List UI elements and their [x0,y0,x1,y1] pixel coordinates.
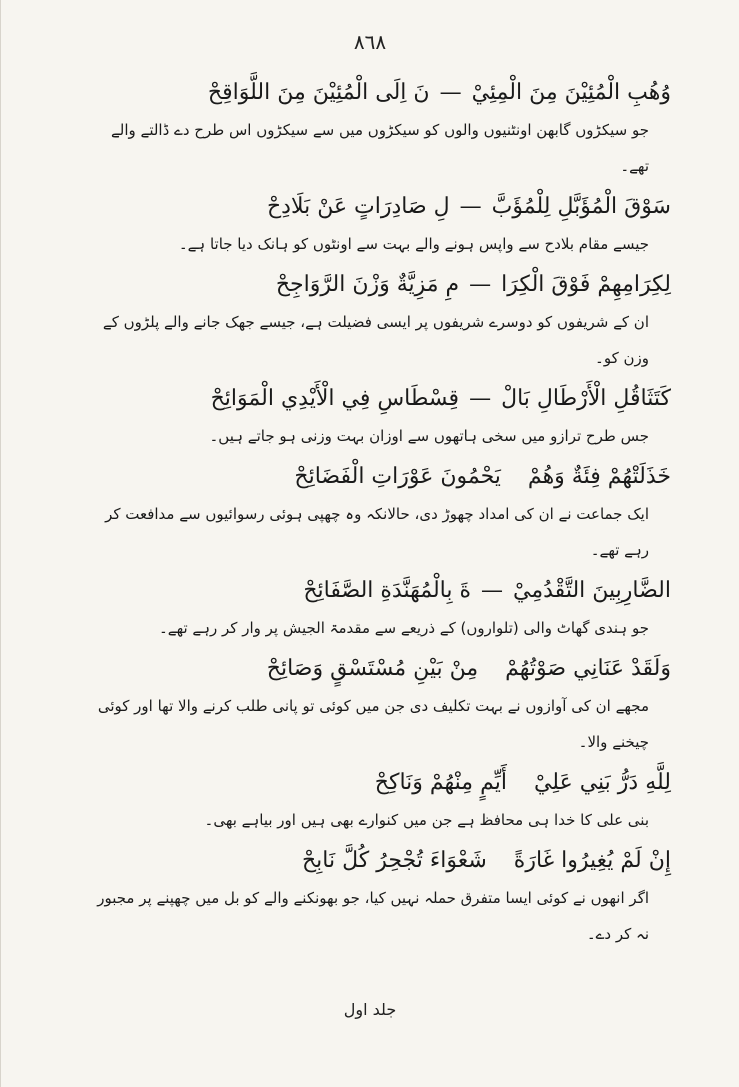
page-number: ٨٦٨ [353,30,387,54]
verse-line [71,382,671,416]
urdu-translation: اگر انھوں نے کوئی ایسا متفرق حملہ نہیں کیا، جو بھونکنے والے کو بل میں چھپنے پر مجبور نہ کر دے۔ [97,889,649,943]
stanza [71,844,671,952]
verse-second-hemistich: مِنْ بَيْنِ مُسْتَسْقٍ وَصَائِحْ [266,656,479,681]
verse-second-hemistich: شَعْوَاءَ تُجْحِرُ كُلَّ نَابِحْ [301,848,487,873]
stanza [71,652,671,760]
verse-first-hemistich: الضَّارِبِينَ التَّقْدُمِيْ [513,578,671,603]
urdu-translation: جس طرح ترازو میں سخی ہاتھوں سے اوزان بہت وزنی ہو جاتے ہیں۔ [209,427,649,445]
hemistich-separator [501,460,528,494]
hemistich-separator [507,766,534,800]
hemistich-separator: — [459,194,482,219]
verse-first-hemistich: وَلَقَدْ عَنَانِي صَوْتُهُمْ [505,656,671,681]
verse-line [71,76,671,110]
verse-first-hemistich: لِكِرَامِهِمْ فَوْقَ الْكِرَا [501,272,671,297]
urdu-translation: مجھے ان کی آوازوں نے بہت تکلیف دی جن میں کوئی تو پانی طلب کرنے والا تھا اور کوئی چیخنے والا۔ [97,697,649,751]
urdu-translation: جیسے مقام بلادح سے واپس ہونے والے بہت سے اونٹوں کو ہانک دیا جاتا ہے۔ [178,235,649,253]
verse-first-hemistich: إِنْ لَمْ يُغِيرُوا غَارَةً [513,848,671,873]
verse-line [71,268,671,302]
verse-line [71,460,671,494]
verse-first-hemistich: كَتَثَاقُلِ الْأَرْطَالِ بَالْ [501,386,671,411]
stanza [71,382,671,454]
verse-line [71,652,671,686]
verse-first-hemistich: وُهُبِ الْمُئِيْنَ مِنَ الْمِئِيْ [471,80,671,105]
verse-line [71,766,671,800]
verse-line [71,574,671,608]
urdu-translation: ایک جماعت نے ان کی امداد چھوڑ دی، حالانکہ وہ چھپی ہوئی رسوائیوں سے مدافعت کر رہے تھے۔ [105,505,649,559]
urdu-translation: جو سیکڑوں گابھن اونٹنیوں والوں کو سیکڑوں میں سے سیکڑوں اس طرح دے ڈالتے والے تھے۔ [111,121,649,175]
hemistich-separator: — [481,578,504,603]
urdu-translation: جو ہندی گھاٹ والی (تلواروں) کے ذریعے سے مقدمۃ الجیش پر وار کر رہے تھے۔ [158,619,649,637]
verse-first-hemistich: لِلَّهِ دَرُّ بَنِي عَلِيْ [533,770,671,795]
verse-first-hemistich: سَوْقَ الْمُؤَبَّلِ لِلْمُؤَبَّ [491,194,671,219]
verse-second-hemistich: قِسْطَاسِ فِي الْأَيْدِي الْمَوَائِحْ [210,386,460,411]
hemistich-separator: — [469,272,492,297]
verse-second-hemistich: مِ مَزِيَّةٌ وَزْنَ الرَّوَاجِحْ [275,272,460,297]
verse-second-hemistich: ةَ بِالْمُهَنَّدَةِ الصَّفَائِحْ [303,578,472,603]
verse-line [71,190,671,224]
poem-body [71,70,671,956]
verse-second-hemistich: يَحْمُونَ عَوْرَاتِ الْفَضَائِحْ [294,464,501,489]
verse-second-hemistich: نَ اِلَى الْمُئِيْنَ مِنَ اللَّوَاقِحْ [207,80,430,105]
stanza [71,76,671,184]
verse-line [71,844,671,878]
verse-second-hemistich: أَيِّمٍ مِنْهُمْ وَنَاكِحْ [374,770,507,795]
hemistich-separator: — [469,386,492,411]
urdu-translation: ان کے شریفوں کو دوسرے شریفوں پر ایسی فضیلت ہے، جیسے جھک جانے والے پلڑوں کے وزن کو۔ [102,313,649,367]
verse-first-hemistich: خَذَلَتْهُمْ فِئَةٌ وَهُمْ [527,464,671,489]
hemistich-separator [478,652,505,686]
hemistich-separator [487,844,514,878]
urdu-translation: بنی علی کا خدا ہی محافظ ہے جن میں کنوارے بھی ہیں اور بیاہے بھی۔ [204,811,649,829]
stanza [71,190,671,262]
stanza [71,574,671,646]
volume-footer: جلد اول [343,1000,397,1019]
verse-second-hemistich: لِ صَادِرَاتٍ عَنْ بَلَادِحْ [266,194,450,219]
stanza [71,268,671,376]
stanza [71,766,671,838]
stanza [71,460,671,568]
hemistich-separator: — [439,80,462,105]
